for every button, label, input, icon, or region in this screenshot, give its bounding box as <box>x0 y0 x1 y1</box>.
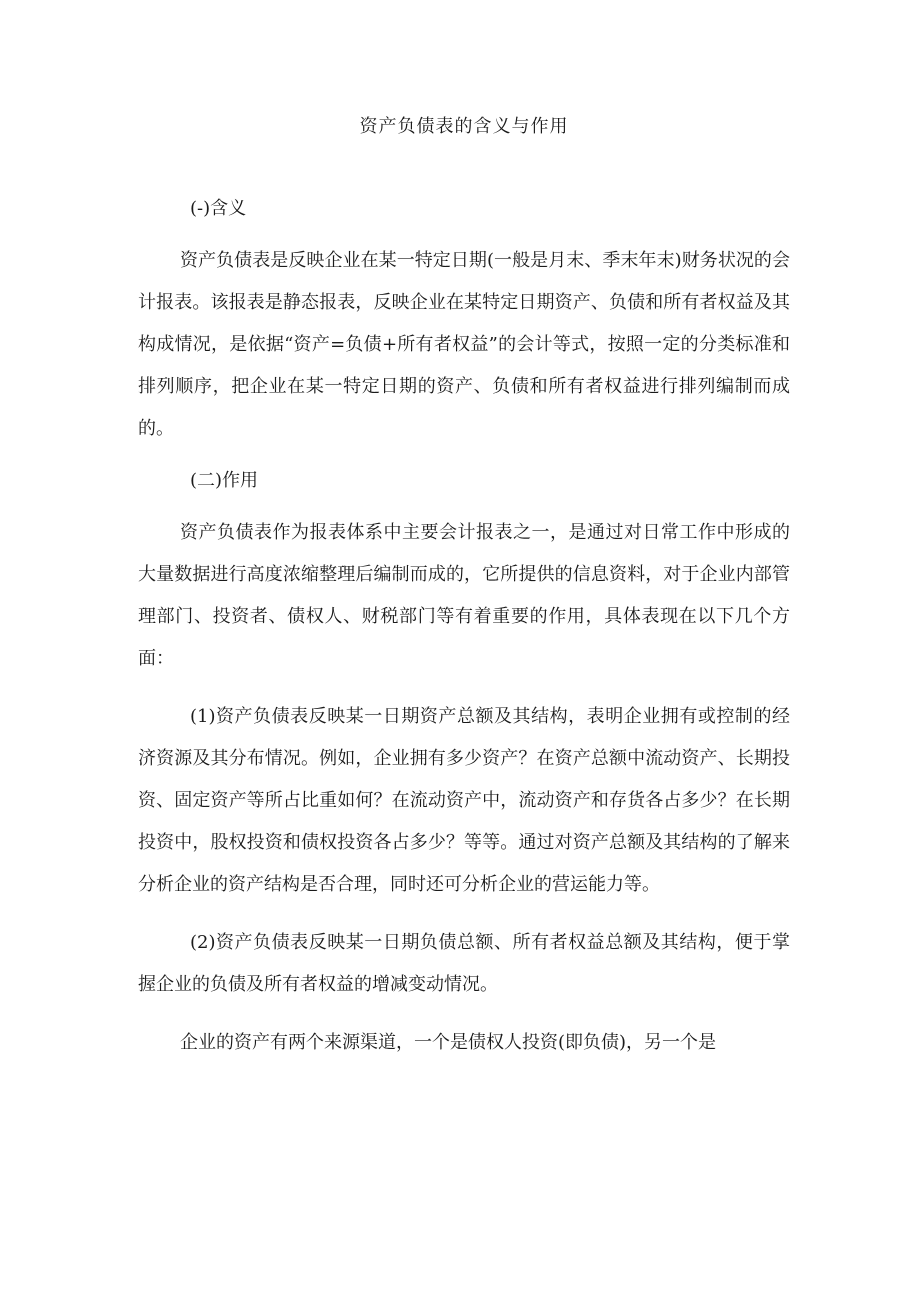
paragraph-point-2: (2)资产负债表反映某一日期负债总额、所有者权益总额及其结构，便于掌握企业的负债及所有者权益的增减变动情况。 <box>138 932 790 995</box>
section-meaning <box>138 194 790 450</box>
section-heading-function: (二)作用 <box>190 470 259 491</box>
paragraph-point-1: (1)资产负债表反映某一日期资产总额及其结构，表明企业拥有或控制的经济资源及其分布情况。例如，企业拥有多少资产？在资产总额中流动资产、长期投资、固定资产等所占比重如何？在流动资产中，流动资产和存货各占多少？在长期投资中，股权投资和债权投资各占多少？等等。通过对资产总额及其结构的了解来分析企业的资产结构是否合理，同时还可分析企业的营运能力等。 <box>138 706 790 895</box>
section-function <box>138 466 790 1064</box>
section-heading-meaning: (-)含义 <box>190 198 247 219</box>
document-title: 资产负债表的含义与作用 <box>359 116 569 137</box>
paragraph-asset-sources: 企业的资产有两个来源渠道，一个是债权人投资(即负债)，另一个是 <box>180 1032 717 1053</box>
paragraph-function-intro: 资产负债表作为报表体系中主要会计报表之一，是通过对日常工作中形成的大量数据进行高度浓缩整理后编制而成的，它所提供的信息资料，对于企业内部管理部门、投资者、债权人、财税部门等有着重要的作用，具体表现在以下几个方面： <box>138 522 790 669</box>
paragraph-definition: 资产负债表是反映企业在某一特定日期(一般是月末、季末年末)财务状况的会计报表。该报表是静态报表，反映企业在某特定日期资产、负债和所有者权益及其构成情况，是依据“资产=负债+所有者权益”的会计等式，按照一定的分类标准和排列顺序，把企业在某一特定日期的资产、负债和所有者权益进行排列编制而成的。 <box>138 250 790 439</box>
